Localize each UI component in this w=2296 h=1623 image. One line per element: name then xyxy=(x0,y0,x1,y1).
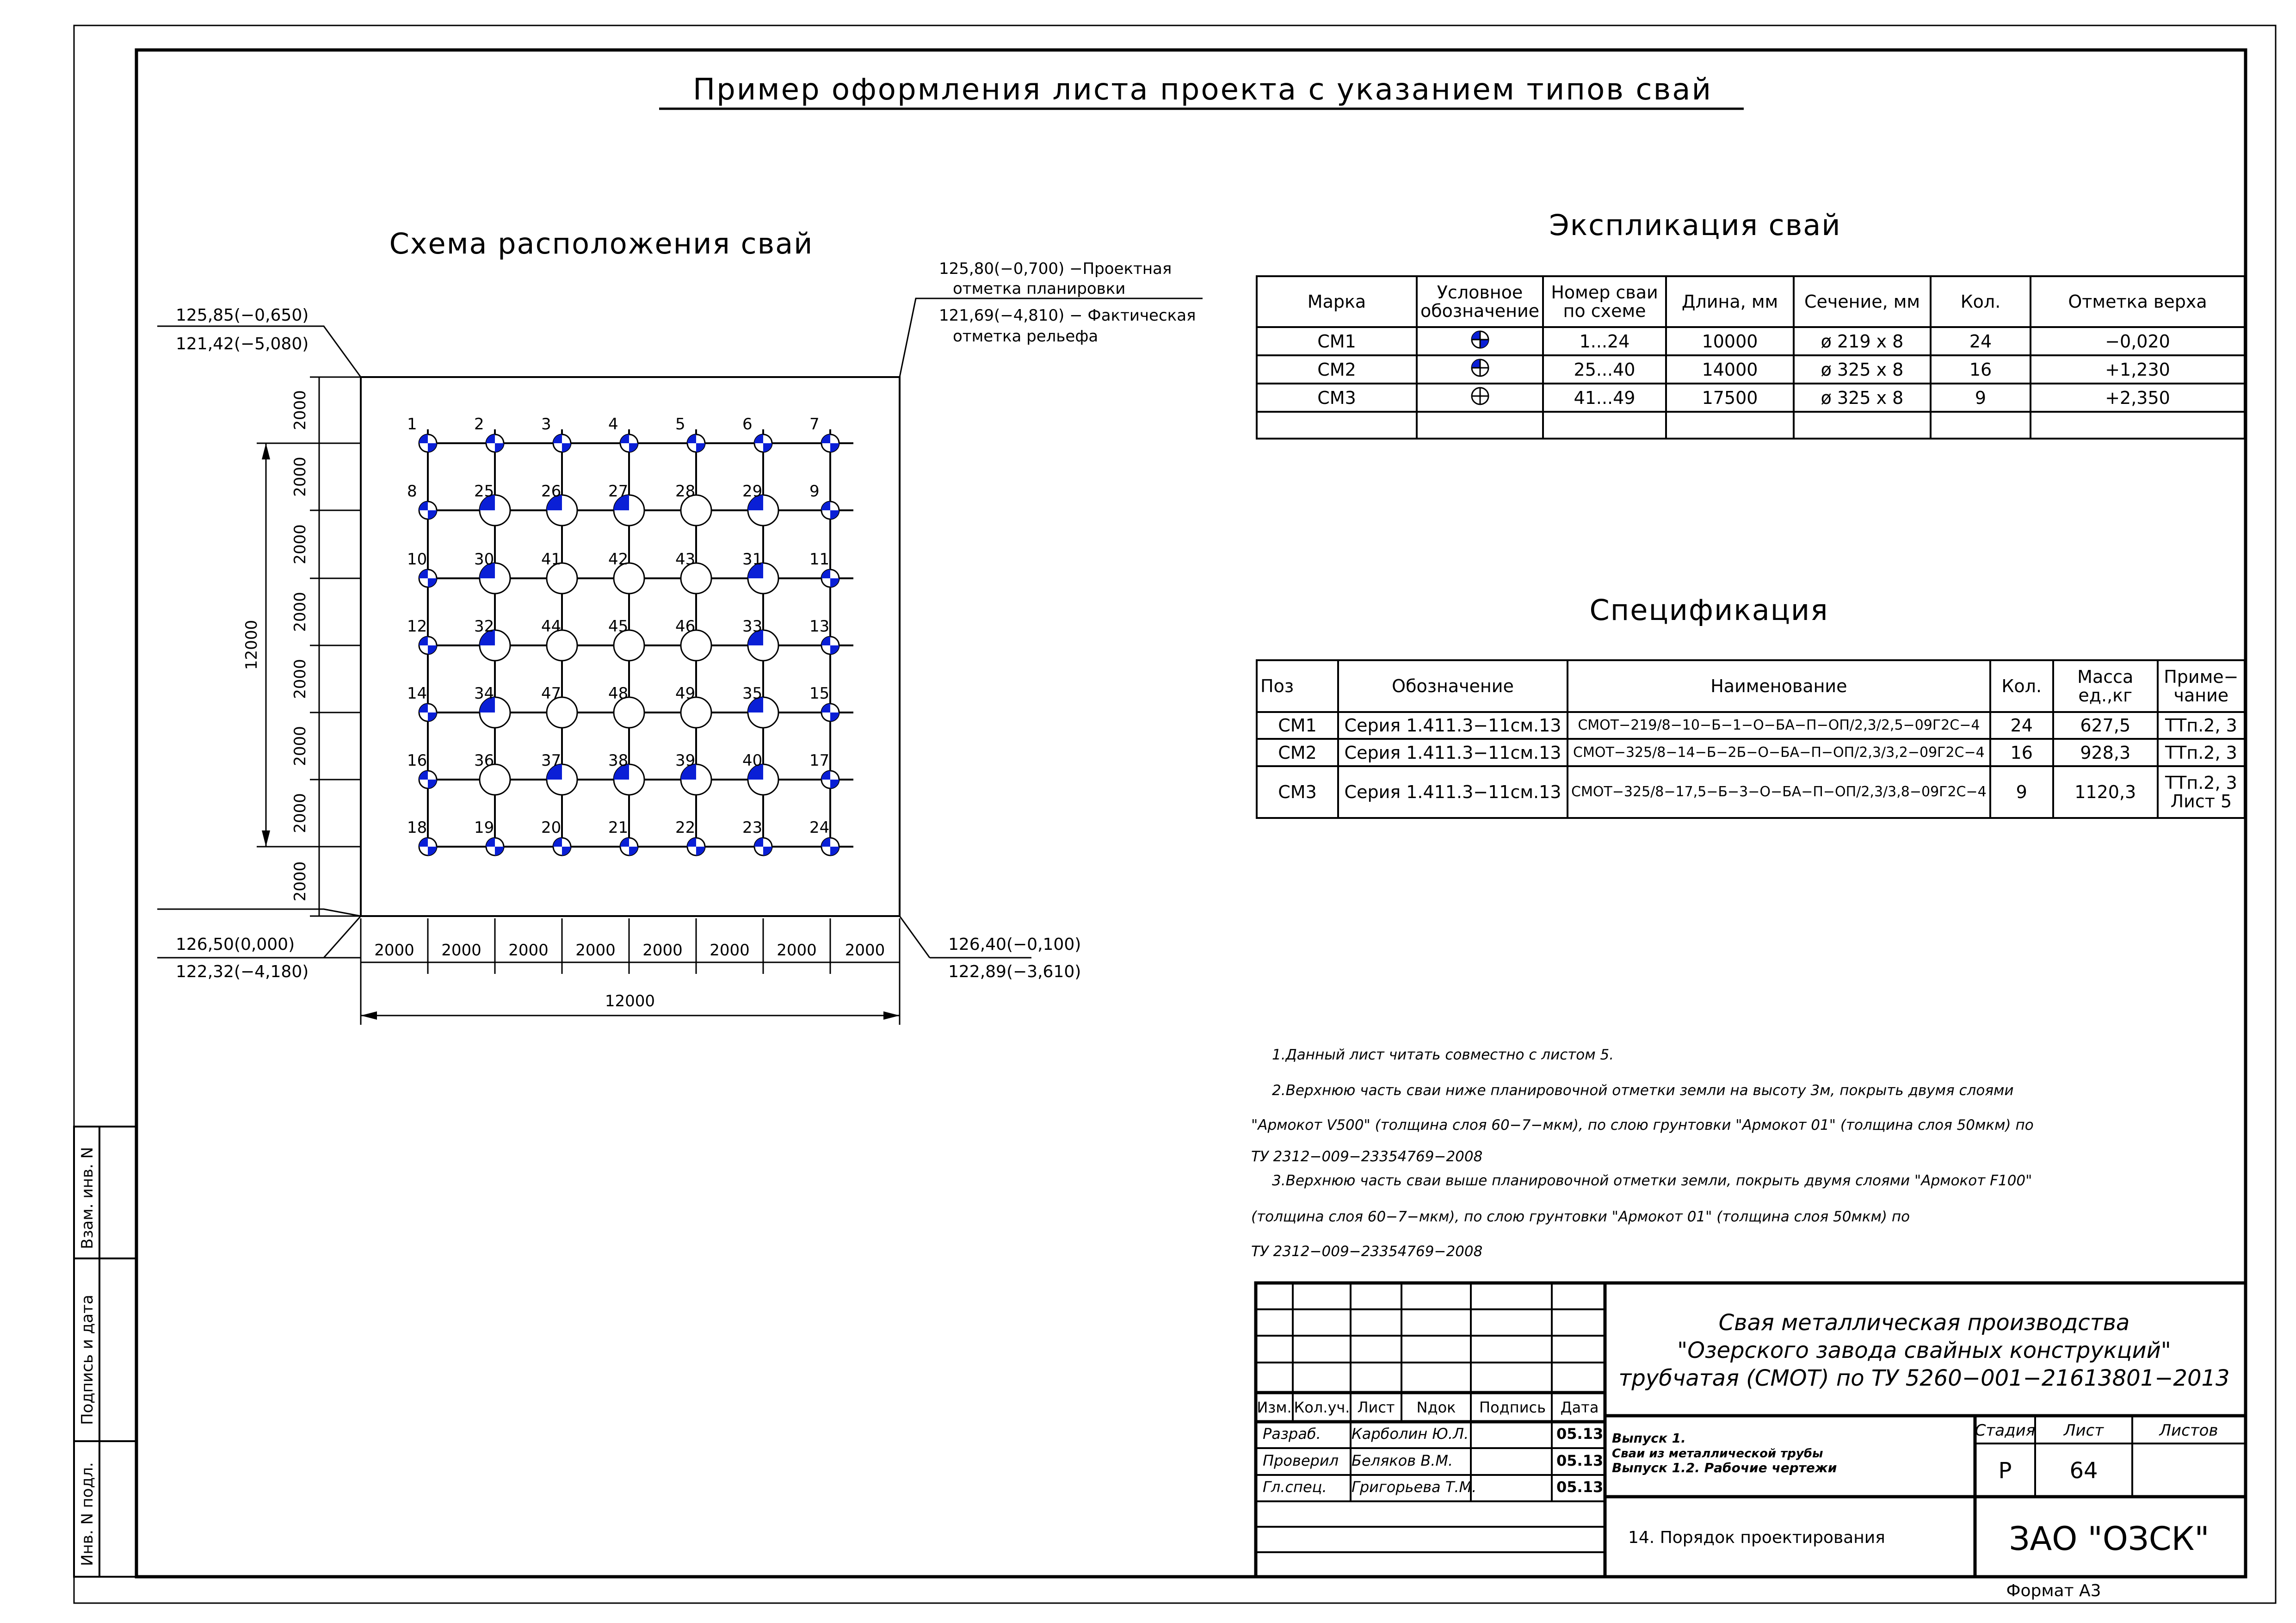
stamp-person: Григорьева Т.М. xyxy=(1352,1478,1477,1496)
exp-header: Длина, мм xyxy=(1666,276,1794,327)
pile-39 xyxy=(675,751,711,795)
spec-pos: СМ3 xyxy=(1257,766,1338,818)
side-stamp xyxy=(74,1127,136,1577)
pile-number: 26 xyxy=(541,482,562,501)
pile-36 xyxy=(474,751,510,795)
corner-br-top: 126,40(−0,100) xyxy=(948,935,1081,954)
dim-label: 2000 xyxy=(575,941,616,960)
note-line: (толщина слоя 60−7−мкм), по слою грунтовки "Армокот 01" (толщина слоя 50мкм) по xyxy=(1251,1208,1910,1225)
pile-number: 39 xyxy=(675,751,696,770)
pile-27 xyxy=(608,482,644,526)
pile-41 xyxy=(541,550,577,594)
stamp-col-kolvo: Кол.уч. xyxy=(1294,1399,1350,1416)
pile-19 xyxy=(474,818,504,855)
pile-15 xyxy=(809,684,839,721)
pile-number: 4 xyxy=(608,415,618,434)
explication-title: Экспликация свай xyxy=(1549,208,1841,242)
pile-2 xyxy=(474,415,504,452)
pile-6 xyxy=(742,415,772,452)
explication-table xyxy=(1256,275,2246,440)
spec-designation: Серия 1.411.3−11см.13 xyxy=(1338,766,1568,818)
pile-20 xyxy=(541,818,571,855)
pile-number: 22 xyxy=(675,818,696,837)
stamp-col-izm: Изм. xyxy=(1257,1399,1292,1416)
exp-qty: 9 xyxy=(1931,384,2031,412)
corner-tr-bottom2: отметка рельефа xyxy=(953,327,1099,346)
title-block xyxy=(1256,1283,2246,1577)
pile-number: 48 xyxy=(608,684,629,703)
pile-number: 21 xyxy=(608,818,629,837)
pile-31 xyxy=(742,550,778,594)
pile-number: 38 xyxy=(608,751,629,770)
dim-label: 2000 xyxy=(374,941,414,960)
dim-label: 2000 xyxy=(291,592,309,632)
stamp-company: ЗАО "ОЗСК" xyxy=(2009,1520,2210,1558)
pile-number: 34 xyxy=(474,684,494,703)
exp-length: 17500 xyxy=(1666,384,1794,412)
exp-nums: 25...40 xyxy=(1543,355,1666,384)
exp-section: ø 325 x 8 xyxy=(1794,384,1931,412)
pile-number: 23 xyxy=(742,818,763,837)
exp-header: Отметка верха xyxy=(2031,276,2245,327)
pile-number: 11 xyxy=(809,550,830,569)
pile-number: 7 xyxy=(809,415,820,434)
dim-label: 2000 xyxy=(291,861,309,902)
exp-symbol xyxy=(1417,384,1543,412)
pile-5 xyxy=(675,415,705,452)
pile-13 xyxy=(809,617,839,654)
pile-number: 44 xyxy=(541,617,562,636)
spec-designation: Серия 1.411.3−11см.13 xyxy=(1338,739,1568,766)
stamp-date: 05.13 xyxy=(1556,1425,1604,1443)
stamp-col-ndok: Nдок xyxy=(1416,1399,1456,1416)
pile-44 xyxy=(541,617,577,661)
pile-42 xyxy=(608,550,644,594)
exp-empty xyxy=(1794,412,1931,439)
pile-4 xyxy=(608,415,638,452)
dim-label: 2000 xyxy=(291,457,309,497)
pile-25 xyxy=(474,482,510,526)
pile-number: 49 xyxy=(675,684,696,703)
pile-18 xyxy=(407,818,437,855)
pile-14 xyxy=(407,684,437,721)
pile-cm3-icon xyxy=(1469,384,1492,408)
side-label-replacement: Взам. инв. N xyxy=(78,1147,97,1249)
pile-number: 18 xyxy=(407,818,427,837)
pile-22 xyxy=(675,818,705,855)
pile-number: 28 xyxy=(675,482,696,501)
stamp-issue-3: Выпуск 1.2. Рабочие чертежи xyxy=(1612,1460,1837,1475)
pile-38 xyxy=(608,751,644,795)
exp-qty: 16 xyxy=(1931,355,2031,384)
pile-number: 10 xyxy=(407,550,427,569)
dim-label: 2000 xyxy=(291,726,309,766)
exp-header: Сечение, мм xyxy=(1794,276,1931,327)
exp-mark: СМ2 xyxy=(1257,355,1417,384)
corner-bl-bottom: 122,32(−4,180) xyxy=(176,962,309,981)
note-line: "Армокот V500" (толщина слоя 60−7−мкм), по слою грунтовки "Армокот 01" (толщина слоя 50мкм) по xyxy=(1251,1117,2034,1134)
pile-number: 41 xyxy=(541,550,562,569)
pile-46 xyxy=(675,617,711,661)
notes xyxy=(1251,1047,2034,1260)
pile-scheme xyxy=(157,260,1203,1025)
stamp-title-1: Свая металлическая производства xyxy=(1718,1310,2130,1336)
pile-28 xyxy=(675,482,711,526)
spec-mass: 1120,3 xyxy=(2053,766,2158,818)
pile-number: 29 xyxy=(742,482,763,501)
pile-number: 33 xyxy=(742,617,763,636)
pile-23 xyxy=(742,818,772,855)
pile-number: 1 xyxy=(407,415,417,434)
pile-32 xyxy=(474,617,510,661)
spec-name: СМОТ−219/8−10−Б−1−О−БА−П−ОП/2,3/2,5−09Г2С−4 xyxy=(1568,712,1990,739)
note-line: ТУ 2312−009−23354769−2008 xyxy=(1251,1148,1483,1165)
pile-number: 15 xyxy=(809,684,830,703)
exp-empty xyxy=(1543,412,1666,439)
pile-43 xyxy=(675,550,711,594)
pile-16 xyxy=(407,751,437,788)
pile-11 xyxy=(809,550,839,587)
pile-40 xyxy=(742,751,778,795)
pile-number: 20 xyxy=(541,818,562,837)
stamp-date: 05.13 xyxy=(1556,1452,1604,1469)
pile-number: 5 xyxy=(675,415,685,434)
pile-35 xyxy=(742,684,778,728)
pile-number: 6 xyxy=(742,415,753,434)
stamp-col-list: Лист xyxy=(1357,1399,1395,1416)
stamp-issue-1: Выпуск 1. xyxy=(1612,1431,1686,1446)
spec-mass: 627,5 xyxy=(2053,712,2158,739)
corner-tl-bottom: 121,42(−5,080) xyxy=(176,335,309,353)
exp-section: ø 325 x 8 xyxy=(1794,355,1931,384)
note-line: 3.Верхнюю часть сваи выше планировочной отметки земли, покрыть двумя слоями "Армокот F100" xyxy=(1272,1172,2032,1189)
pile-37 xyxy=(541,751,577,795)
spec-qty: 9 xyxy=(1990,766,2053,818)
exp-length: 14000 xyxy=(1666,355,1794,384)
pile-30 xyxy=(474,550,510,594)
dim-label: 2000 xyxy=(291,659,309,699)
stamp-person: Карболин Ю.Л. xyxy=(1352,1425,1469,1443)
spec-table xyxy=(1256,659,2246,819)
exp-header: Марка xyxy=(1257,276,1417,327)
pile-number: 47 xyxy=(541,684,562,703)
stamp-role: Гл.спец. xyxy=(1263,1478,1327,1496)
pile-45 xyxy=(608,617,644,661)
pile-24 xyxy=(809,818,839,855)
spec-designation: Серия 1.411.3−11см.13 xyxy=(1338,712,1568,739)
pile-number: 25 xyxy=(474,482,494,501)
scheme-title: Схема расположения свай xyxy=(389,227,814,260)
exp-nums: 1...24 xyxy=(1543,327,1666,355)
pile-number: 14 xyxy=(407,684,427,703)
pile-number: 12 xyxy=(407,617,427,636)
dim-label: 2000 xyxy=(845,941,885,960)
spec-header: Наименование xyxy=(1568,660,1990,712)
pile-number: 24 xyxy=(809,818,830,837)
stamp-stage-header: Стадия xyxy=(1975,1421,2036,1440)
spec-name: СМОТ−325/8−14−Б−2Б−О−БА−П−ОП/2,3/3,2−09Г2С−4 xyxy=(1568,739,1990,766)
exp-header: Условное обозначение xyxy=(1417,276,1543,327)
corner-tr-top: 125,80(−0,700) −Проектная xyxy=(939,260,1172,278)
spec-pos: СМ2 xyxy=(1257,739,1338,766)
spec-pos: СМ1 xyxy=(1257,712,1338,739)
pile-number: 46 xyxy=(675,617,696,636)
pile-number: 3 xyxy=(541,415,551,434)
exp-empty xyxy=(1666,412,1794,439)
corner-tr-bottom: 121,69(−4,810) − Фактическая xyxy=(939,306,1196,325)
pile-number: 27 xyxy=(608,482,629,501)
corner-br-bottom: 122,89(−3,610) xyxy=(948,962,1081,981)
exp-header: Кол. xyxy=(1931,276,2031,327)
stamp-stage: Р xyxy=(1998,1458,2012,1484)
stamp-sheet-header: Лист xyxy=(2063,1421,2104,1440)
pile-12 xyxy=(407,617,437,654)
pile-number: 32 xyxy=(474,617,494,636)
pile-number: 9 xyxy=(809,482,820,501)
dim-label: 2000 xyxy=(291,793,309,833)
dim-label: 2000 xyxy=(441,941,481,960)
dim-total-h: 12000 xyxy=(605,992,655,1010)
pile-cm1-icon xyxy=(1469,328,1492,351)
spec-header: Поз xyxy=(1257,660,1338,712)
exp-empty xyxy=(1257,412,1417,439)
stamp-col-signature: Подпись xyxy=(1479,1399,1546,1416)
stamp-col-date: Дата xyxy=(1560,1399,1599,1416)
exp-symbol xyxy=(1417,355,1543,384)
stamp-person: Беляков В.М. xyxy=(1352,1452,1453,1469)
pile-1 xyxy=(407,415,437,452)
pile-3 xyxy=(541,415,571,452)
pile-number: 8 xyxy=(407,482,417,501)
dim-label: 2000 xyxy=(777,941,817,960)
stamp-sheet-number: 64 xyxy=(2069,1458,2098,1484)
stamp-title-2: "Озерского завода свайных конструкций" xyxy=(1677,1338,2171,1363)
side-label-inventory: Инв. N подл. xyxy=(78,1462,97,1566)
spec-header: Приме− чание xyxy=(2158,660,2245,712)
note-line: ТУ 2312−009−23354769−2008 xyxy=(1251,1243,1483,1260)
pile-8 xyxy=(407,482,437,519)
spec-qty: 24 xyxy=(1990,712,2053,739)
exp-mark: СМ3 xyxy=(1257,384,1417,412)
pile-9 xyxy=(809,482,839,519)
pile-29 xyxy=(742,482,778,526)
pile-number: 37 xyxy=(541,751,562,770)
spec-note: ТТп.2, 3 xyxy=(2158,739,2245,766)
exp-mark: СМ1 xyxy=(1257,327,1417,355)
pile-number: 13 xyxy=(809,617,830,636)
spec-qty: 16 xyxy=(1990,739,2053,766)
pile-48 xyxy=(608,684,644,728)
spec-mass: 928,3 xyxy=(2053,739,2158,766)
stamp-sheets-header: Листов xyxy=(2159,1421,2218,1440)
pile-number: 2 xyxy=(474,415,484,434)
exp-empty xyxy=(1931,412,2031,439)
exp-top: −0,020 xyxy=(2031,327,2245,355)
stamp-date: 05.13 xyxy=(1556,1478,1604,1496)
pile-number: 16 xyxy=(407,751,427,770)
pile-21 xyxy=(608,818,638,855)
exp-top: +1,230 xyxy=(2031,355,2245,384)
pile-47 xyxy=(541,684,577,728)
stamp-role: Проверил xyxy=(1263,1452,1339,1469)
spec-header: Масса ед.,кг xyxy=(2053,660,2158,712)
dim-label: 2000 xyxy=(291,524,309,564)
pile-34 xyxy=(474,684,510,728)
stamp-role: Разраб. xyxy=(1263,1425,1321,1443)
stamp-title-3: трубчатая (СМОТ) по ТУ 5260−001−21613801−2013 xyxy=(1618,1365,2230,1391)
exp-symbol xyxy=(1417,327,1543,355)
note-line: 2.Верхнюю часть сваи ниже планировочной отметки земли на высоту 3м, покрыть двумя слоями xyxy=(1272,1082,2014,1099)
dim-label: 2000 xyxy=(291,390,309,430)
pile-26 xyxy=(541,482,577,526)
pile-number: 30 xyxy=(474,550,494,569)
dim-label: 2000 xyxy=(642,941,683,960)
spec-name: СМОТ−325/8−17,5−Б−3−О−БА−П−ОП/2,3/3,8−09Г2С−4 xyxy=(1568,766,1990,818)
stamp-section: 14. Порядок проектирования xyxy=(1628,1528,1885,1547)
pile-number: 36 xyxy=(474,751,494,770)
exp-section: ø 219 x 8 xyxy=(1794,327,1931,355)
exp-nums: 41...49 xyxy=(1543,384,1666,412)
exp-header: Номер сваи по схеме xyxy=(1543,276,1666,327)
spec-header: Обозначение xyxy=(1338,660,1568,712)
corner-bl-top: 126,50(0,000) xyxy=(176,935,295,954)
exp-empty xyxy=(1417,412,1543,439)
pile-number: 45 xyxy=(608,617,629,636)
pile-17 xyxy=(809,751,839,788)
pile-number: 35 xyxy=(742,684,763,703)
dim-total-v: 12000 xyxy=(242,619,261,670)
pile-number: 42 xyxy=(608,550,629,569)
spec-header: Кол. xyxy=(1990,660,2053,712)
pile-10 xyxy=(407,550,437,587)
page-title: Пример оформления листа проекта с указанием типов свай xyxy=(692,73,1713,107)
pile-49 xyxy=(675,684,711,728)
side-label-signature: Подпись и дата xyxy=(78,1295,97,1425)
pile-number: 31 xyxy=(742,550,763,569)
spec-title: Спецификация xyxy=(1589,593,1829,627)
note-line: 1.Данный лист читать совместно с листом 5. xyxy=(1272,1047,1614,1063)
stamp-issue-2: Сваи из металлической трубы xyxy=(1612,1447,1823,1461)
pile-33 xyxy=(742,617,778,661)
dim-label: 2000 xyxy=(710,941,750,960)
corner-tr-top2: отметка планировки xyxy=(953,279,1126,298)
corner-tl-top: 125,85(−0,650) xyxy=(176,306,309,325)
pile-number: 17 xyxy=(809,751,830,770)
pile-7 xyxy=(809,415,839,452)
spec-note: ТТп.2, 3 Лист 5 xyxy=(2158,766,2245,818)
pile-number: 19 xyxy=(474,818,494,837)
spec-note: ТТп.2, 3 xyxy=(2158,712,2245,739)
exp-top: +2,350 xyxy=(2031,384,2245,412)
exp-empty xyxy=(2031,412,2245,439)
sheet-format: Формат А3 xyxy=(2006,1581,2101,1600)
pile-number: 40 xyxy=(742,751,763,770)
dim-label: 2000 xyxy=(508,941,549,960)
pile-cm2-icon xyxy=(1469,356,1492,379)
exp-length: 10000 xyxy=(1666,327,1794,355)
exp-qty: 24 xyxy=(1931,327,2031,355)
pile-number: 43 xyxy=(675,550,696,569)
